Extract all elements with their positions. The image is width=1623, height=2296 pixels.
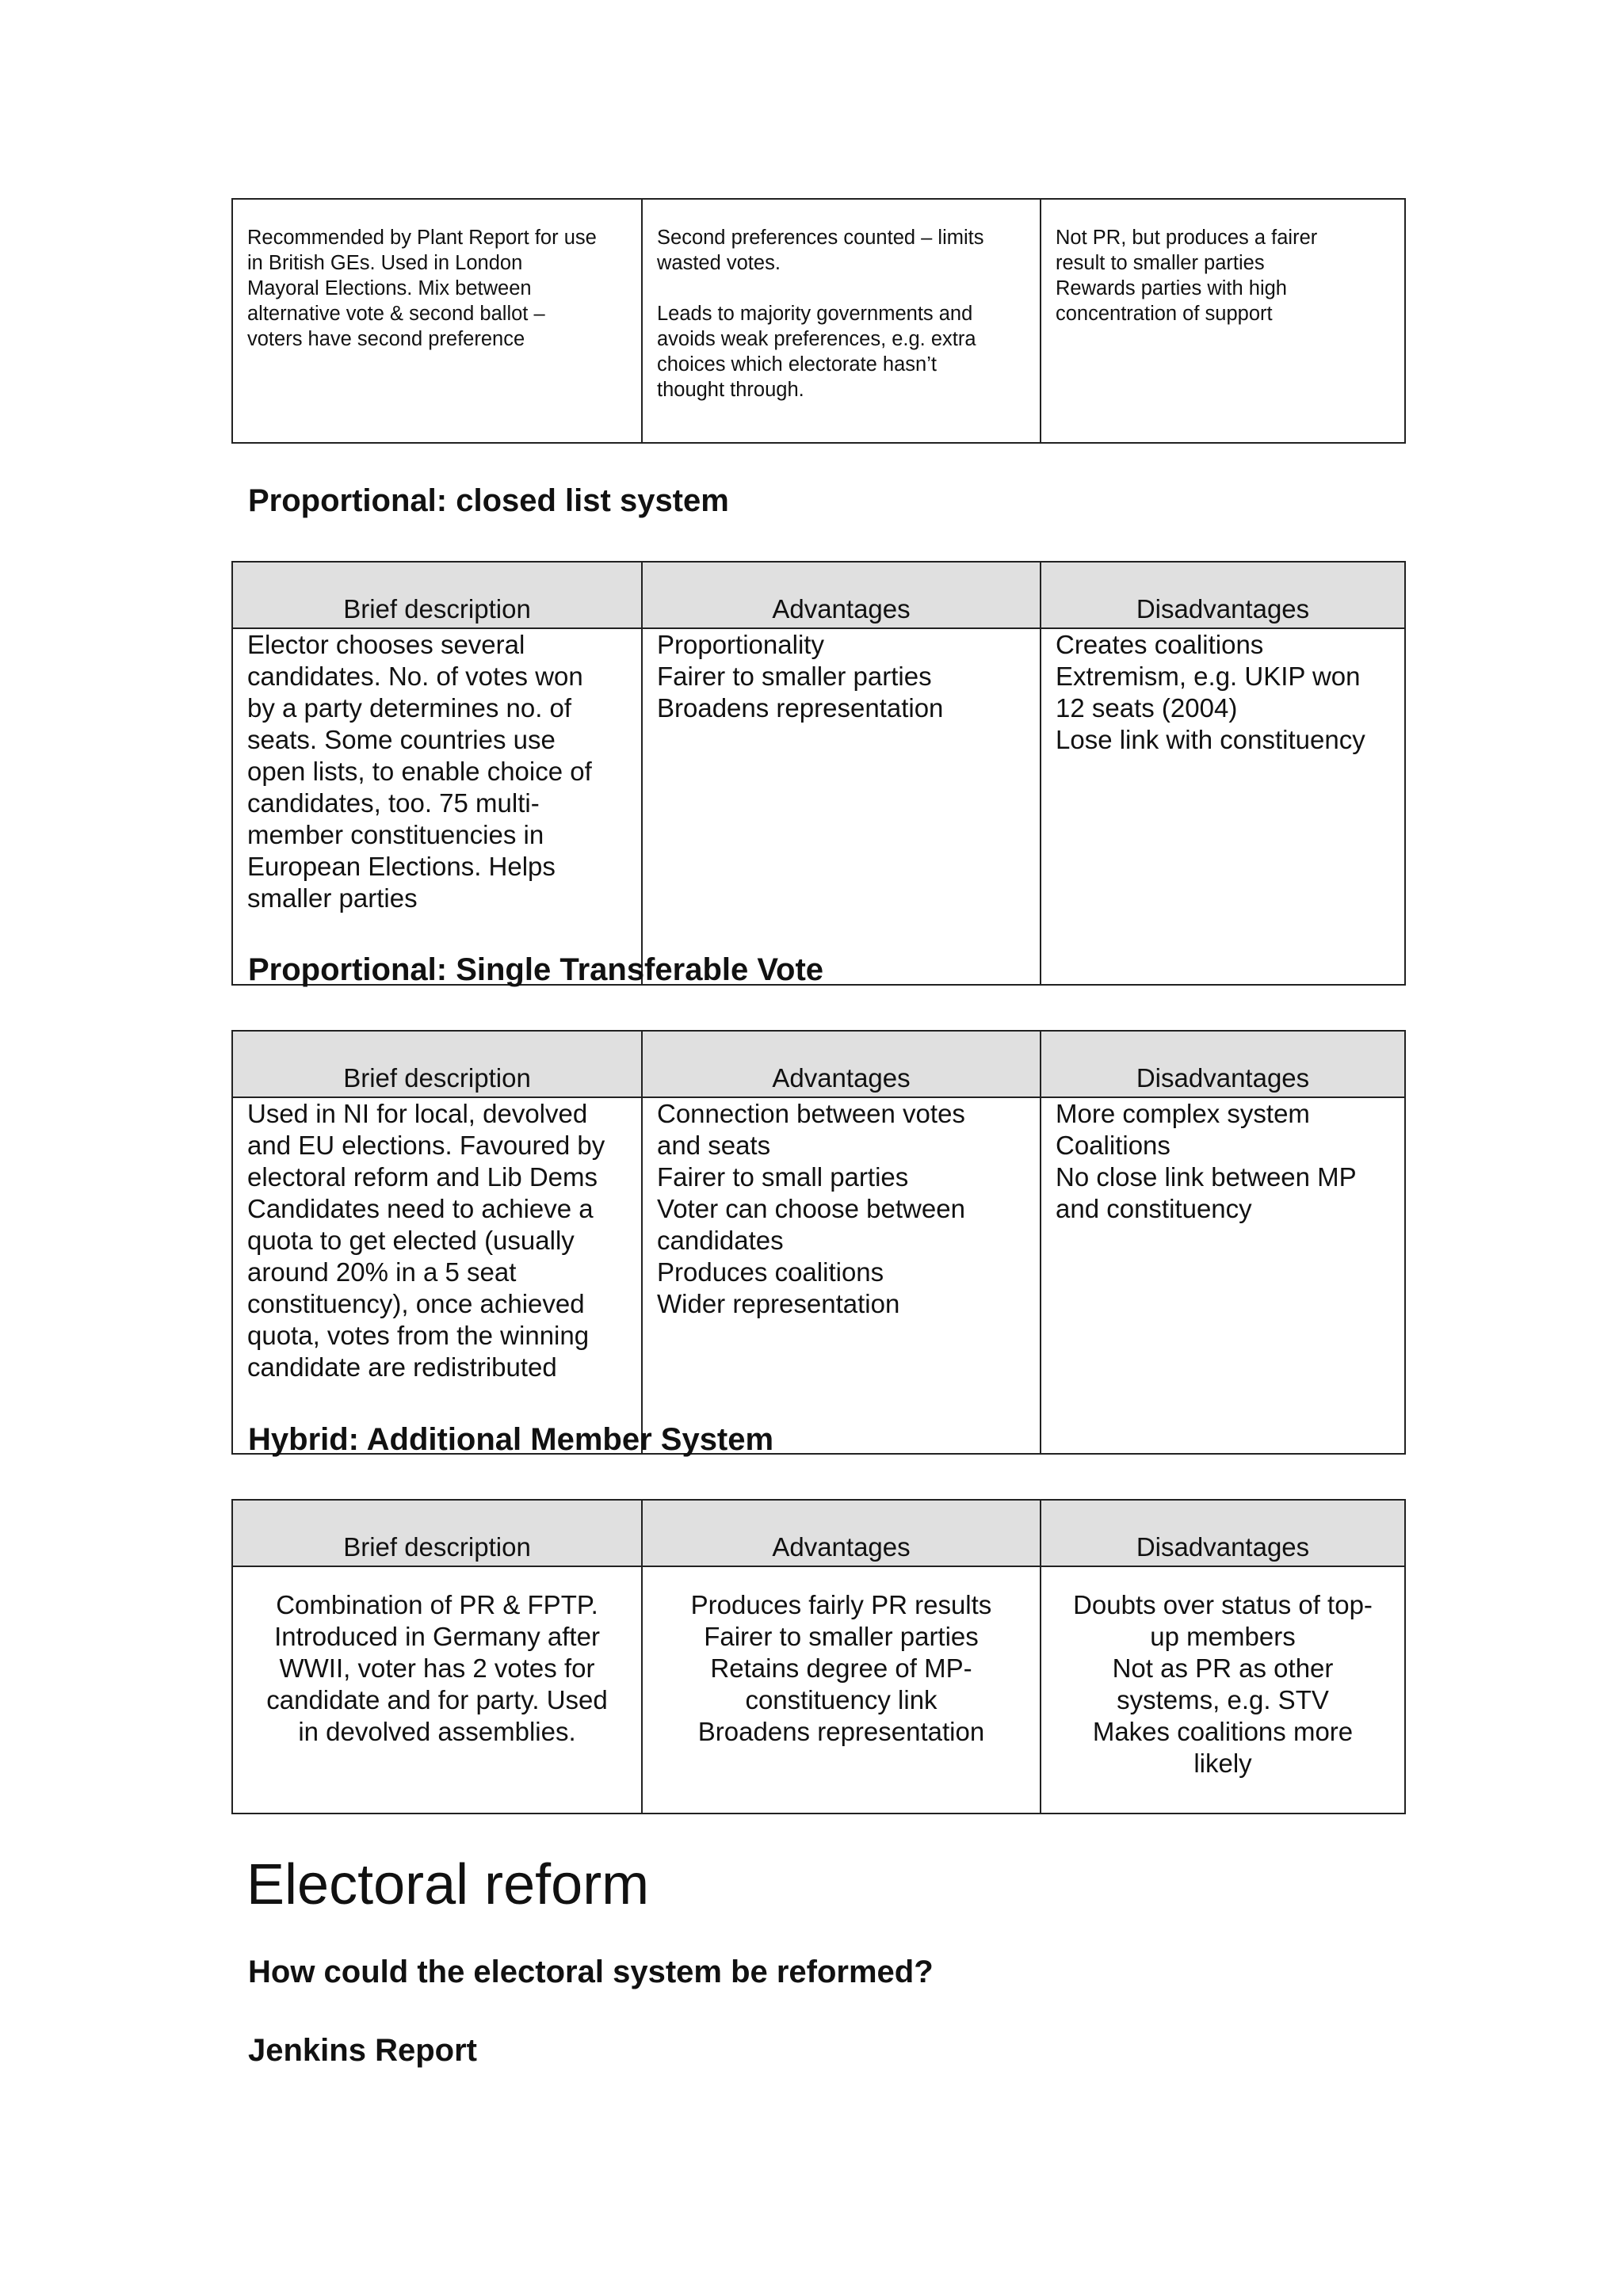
page-title: Electoral reform bbox=[246, 1853, 650, 1917]
text-line: candidates. No. of votes won bbox=[247, 662, 583, 691]
text-line: likely bbox=[1193, 1749, 1252, 1778]
table-row bbox=[232, 1097, 1405, 1454]
text-line: Rewards parties with high bbox=[1056, 277, 1287, 299]
text-line: Doubts over status of top- bbox=[1073, 1590, 1373, 1619]
text-line: Used in NI for local, devolved bbox=[247, 1099, 588, 1128]
stv-table bbox=[231, 1030, 1406, 1455]
text-line: candidates bbox=[657, 1226, 784, 1255]
text-line: alternative vote & second ballot – bbox=[247, 303, 545, 325]
text-line: wasted votes. bbox=[657, 252, 781, 274]
text-line: in British GEs. Used in London bbox=[247, 252, 523, 274]
text-line: concentration of support bbox=[1056, 303, 1273, 325]
text-line: Mayoral Elections. Mix between bbox=[247, 277, 532, 299]
header-disadvantages: Disadvantages bbox=[1041, 1500, 1405, 1566]
text-line: candidate are redistributed bbox=[247, 1352, 557, 1382]
closed-list-table bbox=[231, 561, 1406, 986]
text-line: Fairer to smaller parties bbox=[704, 1622, 979, 1651]
section-heading-closed-list: Proportional: closed list system bbox=[248, 483, 729, 518]
text-line: thought through. bbox=[657, 379, 804, 401]
description-cell bbox=[232, 628, 642, 985]
text-line: Produces coalitions bbox=[657, 1257, 884, 1287]
text-line: Creates coalitions bbox=[1056, 630, 1264, 659]
header-description: Brief description bbox=[232, 1031, 642, 1097]
text-line: Second preferences counted – limits bbox=[657, 227, 984, 249]
text-line: Recommended by Plant Report for use bbox=[247, 227, 597, 249]
text-line: by a party determines no. of bbox=[247, 693, 572, 723]
ams-table bbox=[231, 1499, 1406, 1814]
text-line: Not as PR as other bbox=[1112, 1653, 1334, 1683]
text-line: member constituencies in bbox=[247, 820, 544, 849]
text-line: Produces fairly PR results bbox=[690, 1590, 992, 1619]
text-line: Leads to majority governments and bbox=[657, 303, 973, 325]
table-row bbox=[232, 1566, 1405, 1814]
text-line: Makes coalitions more bbox=[1092, 1717, 1354, 1746]
disadvantages-cell bbox=[1041, 1097, 1405, 1454]
text-line: in devolved assemblies. bbox=[298, 1717, 576, 1746]
text-line: and EU elections. Favoured by bbox=[247, 1131, 605, 1160]
text-line: Voter can choose between bbox=[657, 1194, 965, 1223]
text-line: Fairer to smaller parties bbox=[657, 662, 932, 691]
text-line: seats. Some countries use bbox=[247, 725, 556, 754]
header-row bbox=[232, 1031, 1405, 1097]
table-row bbox=[232, 199, 1405, 443]
text-line: Broadens representation bbox=[657, 693, 944, 723]
text-line: up members bbox=[1150, 1622, 1296, 1651]
text-line: Not PR, but produces a fairer bbox=[1056, 227, 1318, 249]
header-advantages: Advantages bbox=[642, 562, 1041, 628]
advantages-cell bbox=[642, 628, 1041, 985]
text-line: candidates, too. 75 multi- bbox=[247, 788, 540, 818]
description-cell bbox=[232, 1097, 642, 1454]
text-line: around 20% in a 5 seat bbox=[247, 1257, 517, 1287]
text-line: candidate and for party. Used bbox=[266, 1685, 608, 1714]
text-line: quota, votes from the winning bbox=[247, 1321, 590, 1350]
text-line: 12 seats (2004) bbox=[1056, 693, 1238, 723]
text-line: voters have second preference bbox=[247, 328, 525, 350]
header-advantages: Advantages bbox=[642, 1500, 1041, 1566]
text-line: No close link between MP bbox=[1056, 1162, 1357, 1192]
text-line: quota to get elected (usually bbox=[247, 1226, 575, 1255]
text-line: avoids weak preferences, e.g. extra bbox=[657, 328, 976, 350]
text-line: electoral reform and Lib Dems bbox=[247, 1162, 598, 1192]
advantages-cell bbox=[642, 1566, 1041, 1814]
text-line: constituency), once achieved bbox=[247, 1289, 585, 1318]
advantages-cell bbox=[642, 1097, 1041, 1454]
text-line: Wider representation bbox=[657, 1289, 900, 1318]
text-line: WWII, voter has 2 votes for bbox=[279, 1653, 595, 1683]
text-line: constituency link bbox=[745, 1685, 938, 1714]
text-line: and seats bbox=[657, 1131, 771, 1160]
subheading-jenkins-report: Jenkins Report bbox=[248, 2033, 477, 2068]
header-disadvantages: Disadvantages bbox=[1041, 562, 1405, 628]
text-line: Lose link with constituency bbox=[1056, 725, 1365, 754]
description-cell bbox=[232, 1566, 642, 1814]
intro-table bbox=[231, 198, 1406, 444]
text-line: Retains degree of MP- bbox=[710, 1653, 972, 1683]
header-row bbox=[232, 1500, 1405, 1566]
text-line: and constituency bbox=[1056, 1194, 1252, 1223]
text-line: choices which electorate hasn’t bbox=[657, 353, 937, 376]
header-disadvantages: Disadvantages bbox=[1041, 1031, 1405, 1097]
header-advantages: Advantages bbox=[642, 1031, 1041, 1097]
text-line: Candidates need to achieve a bbox=[247, 1194, 594, 1223]
advantages-cell bbox=[642, 199, 1041, 443]
text-line: Extremism, e.g. UKIP won bbox=[1056, 662, 1361, 691]
section-heading-ams: Hybrid: Additional Member System bbox=[248, 1422, 774, 1457]
header-description: Brief description bbox=[232, 1500, 642, 1566]
text-line: smaller parties bbox=[247, 883, 418, 913]
text-line: Connection between votes bbox=[657, 1099, 965, 1128]
text-line: European Elections. Helps bbox=[247, 852, 556, 881]
disadvantages-cell bbox=[1041, 1566, 1405, 1814]
text-line: result to smaller parties bbox=[1056, 252, 1265, 274]
description-cell bbox=[232, 199, 642, 443]
question-heading: How could the electoral system be reformed? bbox=[248, 1955, 934, 1989]
section-heading-stv: Proportional: Single Transferable Vote bbox=[248, 952, 824, 987]
header-row bbox=[232, 562, 1405, 628]
text-line: More complex system bbox=[1056, 1099, 1310, 1128]
text-line: Combination of PR & FPTP. bbox=[276, 1590, 598, 1619]
text-line: Introduced in Germany after bbox=[274, 1622, 600, 1651]
text-line: Elector chooses several bbox=[247, 630, 525, 659]
text-line: systems, e.g. STV bbox=[1117, 1685, 1329, 1714]
disadvantages-cell bbox=[1041, 628, 1405, 985]
text-line: open lists, to enable choice of bbox=[247, 757, 592, 786]
header-description: Brief description bbox=[232, 562, 642, 628]
disadvantages-cell bbox=[1041, 199, 1405, 443]
text-line: Proportionality bbox=[657, 630, 824, 659]
table-row bbox=[232, 628, 1405, 985]
text-line: Coalitions bbox=[1056, 1131, 1170, 1160]
text-line: Fairer to small parties bbox=[657, 1162, 909, 1192]
text-line: Broadens representation bbox=[697, 1717, 985, 1746]
